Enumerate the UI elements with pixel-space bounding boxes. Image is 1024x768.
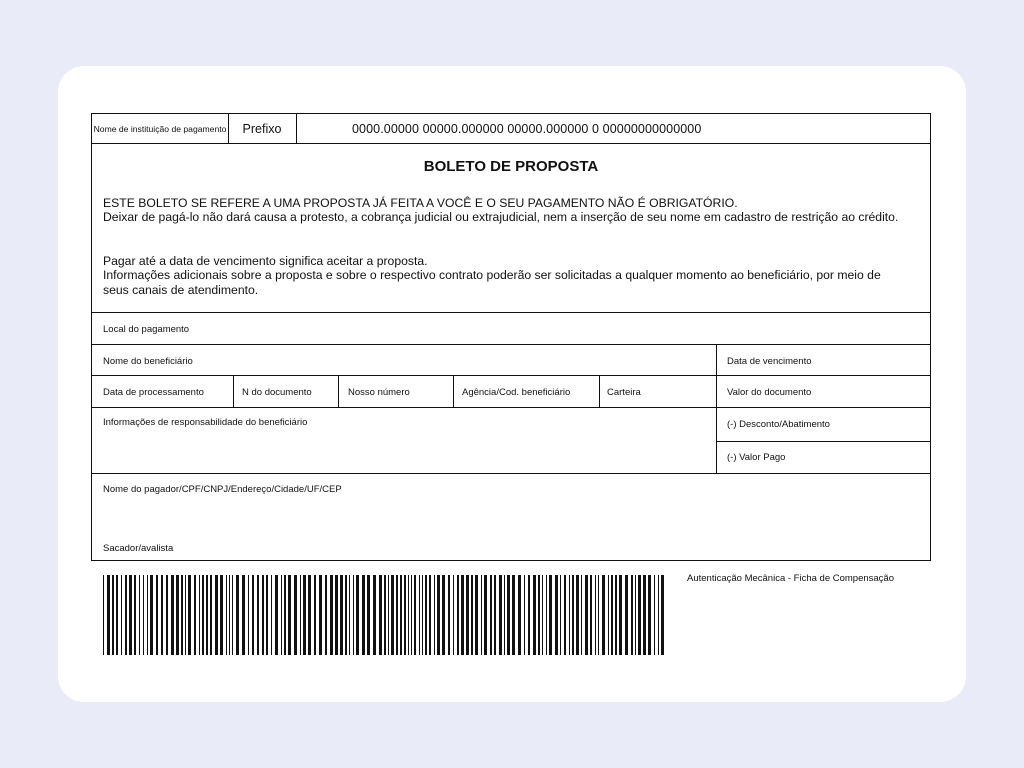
notice-line-2: Deixar de pagá-lo não dará causa a protesto, a cobrança judicial ou extrajudicial, nem a inserção de seu nome em cadastro de restrição ao crédito. [103,210,899,224]
divider [716,441,930,442]
processamento-row [92,375,930,408]
beneficiario-label: Nome do beneficiário [103,356,193,367]
boleto-slip [91,113,931,561]
notice-title: BOLETO DE PROPOSTA [423,158,599,175]
divider [338,376,339,408]
institution-name: Nome de instituição de pagamento [93,123,227,134]
beneficiario-row [92,344,930,376]
divider [453,376,454,408]
local-pagamento-row [92,312,930,345]
notice-section [92,143,930,313]
data-processamento-label: Data de processamento [103,387,204,398]
autenticacao-label: Autenticação Mecânica - Ficha de Compensação [687,573,895,584]
divider [233,376,234,408]
vencimento-label: Data de vencimento [727,356,812,367]
notice-line-3: Pagar até a data de vencimento significa aceitar a proposta. [103,254,428,268]
valor-documento-label: Valor do documento [727,387,812,398]
header-row [92,114,930,143]
local-pagamento-label: Local do pagamento [103,324,190,335]
agencia-label: Agência/Cod. beneficiário [462,387,571,398]
barcode-icon [103,575,666,655]
informacoes-label: Informações de responsabilidade do beneficiário [103,417,308,428]
n-documento-label: N do documento [242,387,312,398]
divider [716,345,717,376]
notice-line-4: Informações adicionais sobre a proposta e sobre o respectivo contrato poderão ser solicitadas a qualquer momento ao beneficiário, por meio de seus canais de atendimento. [103,268,881,297]
carteira-label: Carteira [607,387,641,398]
sacador-label: Sacador/avalista [103,543,174,554]
digitable-line[interactable]: 0000.00000 00000.000000 00000.000000 0 00000000000000 [352,121,702,136]
valor-pago-label: (-) Valor Pago [727,452,786,463]
divider [599,376,600,408]
pagador-label: Nome do pagador/CPF/CNPJ/Endereço/Cidade/UF/CEP [103,484,342,495]
divider [716,376,717,408]
nosso-numero-label: Nosso número [348,387,410,398]
prefix-label: Prefixo [242,121,282,136]
pagador-row [92,473,930,561]
informacoes-row [92,407,930,474]
notice-line-1: ESTE BOLETO SE REFERE A UMA PROPOSTA JÁ FEITA A VOCÊ E O SEU PAGAMENTO NÃO É OBRIGATÓRIO. [103,196,738,210]
desconto-label: (-) Desconto/Abatimento [727,419,830,430]
